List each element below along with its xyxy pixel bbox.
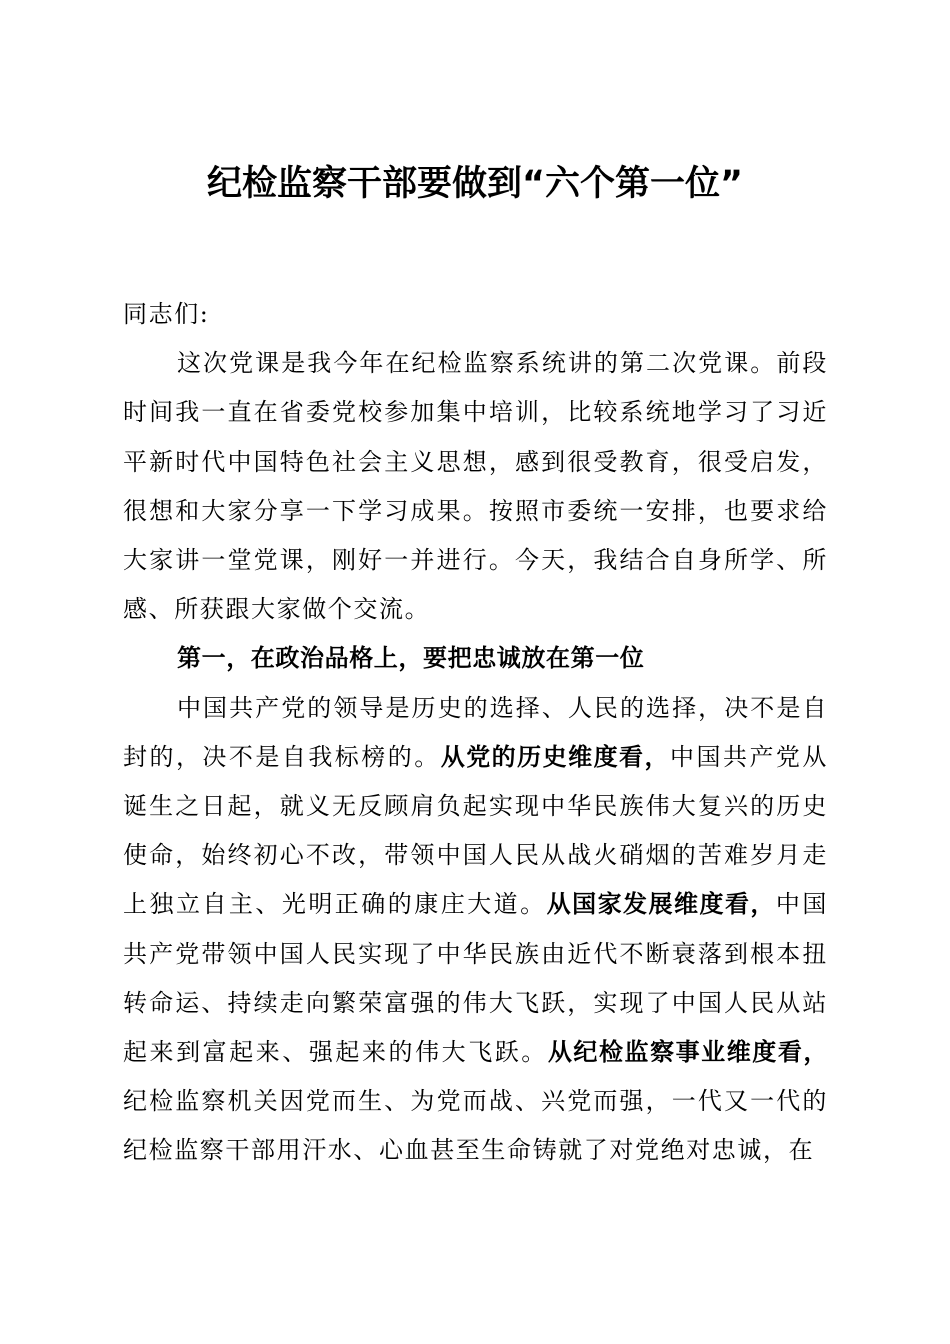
- section-1-paragraph: [123, 684, 828, 1176]
- paragraph-text-segment: 中国共产党的领导是历史的选择、人民的选择，决不是自封的，决不是自我标榜的。: [123, 693, 828, 771]
- intro-paragraph: 这次党课是我今年在纪检监察系统讲的第二次党课。前段时间我一直在省委党校参加集中培训，比较系统地学习了习近平新时代中国特色社会主义思想，感到很受教育，很受启发，很想和大家分享一下学习成果。按照市委统一安排，也要求给大家讲一堂党课，刚好一并进行。今天，我结合自身所学、所感、所获跟大家做个交流。: [123, 349, 828, 624]
- paragraph-text-segment: 中国共产党从诞生之日起，就义无反顾肩负起实现中华民族伟大复兴的历史使命，始终初心不改，带领中国人民从战火硝烟的苦难岁月走上独立自主、光明正确的康庄大道。: [123, 742, 828, 919]
- bold-emphasis-party-history: 从党的历史维度看，: [440, 742, 671, 771]
- bold-emphasis-national-development: 从国家发展维度看，: [546, 890, 776, 919]
- document-body: [123, 290, 828, 1176]
- paragraph-text-segment: 纪检监察机关因党而生、为党而战、兴党而强，一代又一代的纪检监察干部用汗水、心血甚至生命铸就了对党绝对忠诚，在: [123, 1087, 828, 1165]
- salutation: 同志们:: [123, 300, 210, 328]
- paragraph-text-segment: 中国共产党带领中国人民实现了中华民族由近代不断衰落到根本扭转命运、持续走向繁荣富强的伟大飞跃，实现了中国人民从站起来到富起来、强起来的伟大飞跃。: [123, 890, 828, 1067]
- document-title: 纪检监察干部要做到“六个第一位”: [206, 164, 743, 204]
- section-heading-1: 第一，在政治品格上，要把忠诚放在第一位: [177, 644, 645, 673]
- bold-emphasis-discipline-inspection: 从纪检监察事业维度看，: [547, 1038, 828, 1067]
